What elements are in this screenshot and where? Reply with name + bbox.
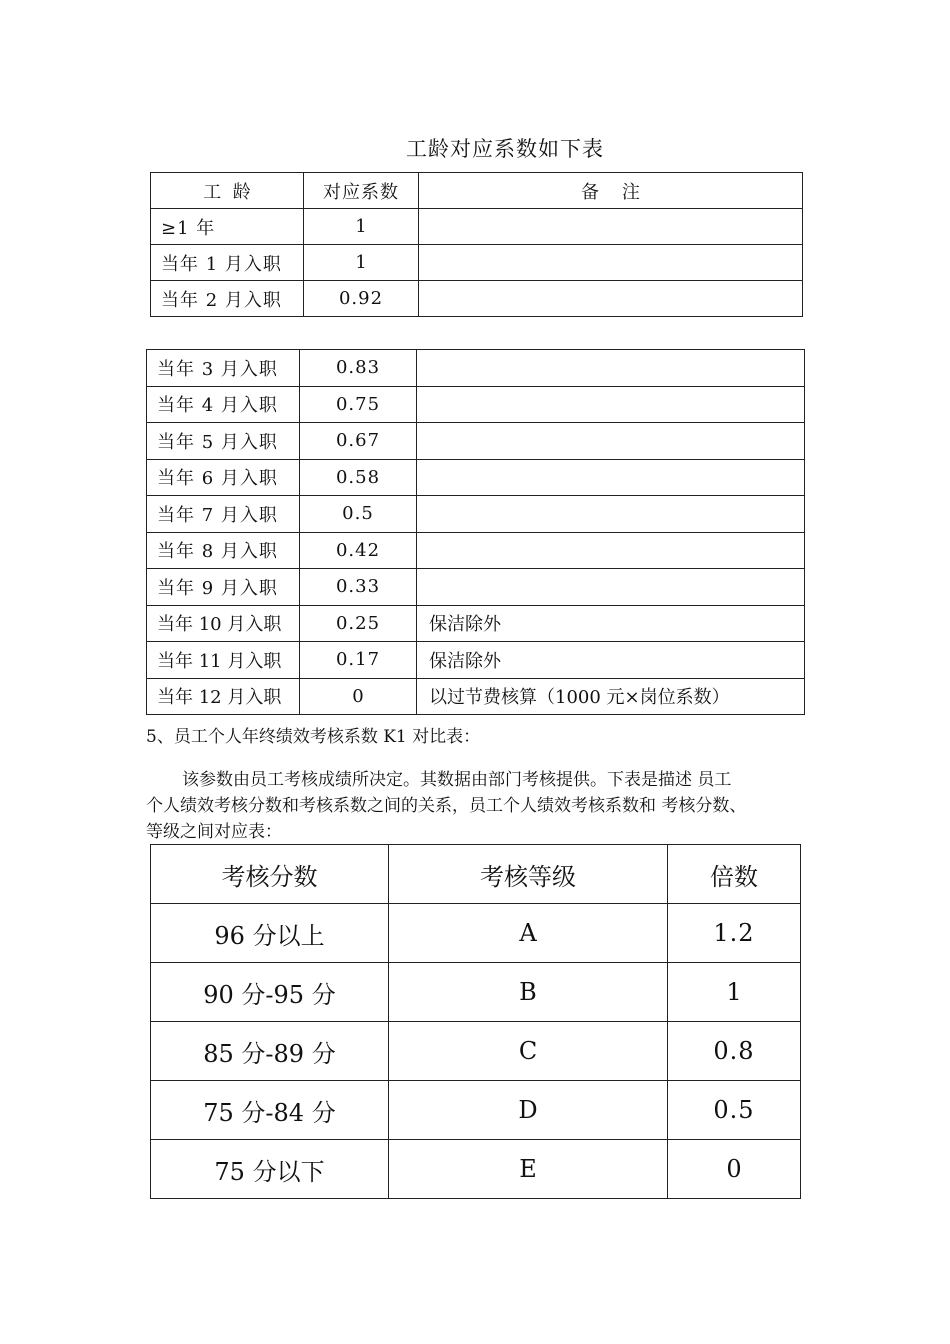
table-row xyxy=(151,904,801,963)
table-row xyxy=(151,1140,801,1199)
tenure-cell: 当年 8 月入职 xyxy=(147,532,300,569)
grade-cell: C xyxy=(389,1022,668,1081)
score-cell: 75 分以下 xyxy=(151,1140,389,1199)
table-row xyxy=(151,963,801,1022)
table-row xyxy=(147,423,805,460)
tenure-cell: 当年 5 月入职 xyxy=(147,423,300,460)
notes-cell xyxy=(419,281,803,317)
table-row xyxy=(147,569,805,606)
notes-cell xyxy=(417,423,805,460)
table-row xyxy=(151,1081,801,1140)
table-row xyxy=(151,209,803,245)
tenure-cell: 当年 11 月入职 xyxy=(147,642,300,679)
tenure-cell: 当年 2 月入职 xyxy=(151,281,304,317)
notes-cell: 以过节费核算（1000 元×岗位系数） xyxy=(417,678,805,715)
tenure-coefficient-table-continued xyxy=(146,349,805,715)
score-cell: 96 分以上 xyxy=(151,904,389,963)
section-5-paragraph xyxy=(146,767,836,845)
multiple-cell: 1.2 xyxy=(668,904,801,963)
multiple-cell: 0.8 xyxy=(668,1022,801,1081)
tenure-cell: 当年 12 月入职 xyxy=(147,678,300,715)
table-row xyxy=(147,496,805,533)
notes-cell xyxy=(417,532,805,569)
notes-cell: 保洁除外 xyxy=(417,642,805,679)
tenure-cell: 当年 1 月入职 xyxy=(151,245,304,281)
header-coefficient: 对应系数 xyxy=(304,173,419,209)
grade-cell: D xyxy=(389,1081,668,1140)
tenure-cell: 当年 9 月入职 xyxy=(147,569,300,606)
header-multiple: 倍数 xyxy=(668,845,801,904)
multiple-cell: 0 xyxy=(668,1140,801,1199)
notes-cell: 保洁除外 xyxy=(417,605,805,642)
notes-cell xyxy=(419,245,803,281)
score-cell: 85 分-89 分 xyxy=(151,1022,389,1081)
tenure-cell: 当年 6 月入职 xyxy=(147,459,300,496)
multiple-cell: 1 xyxy=(668,963,801,1022)
notes-cell xyxy=(417,350,805,387)
header-score: 考核分数 xyxy=(151,845,389,904)
coefficient-cell: 0.92 xyxy=(304,281,419,317)
table-row xyxy=(151,281,803,317)
coefficient-cell: 0.58 xyxy=(300,459,417,496)
table-row xyxy=(147,386,805,423)
section-5-heading: 5、员工个人年终绩效考核系数 K1 对比表： xyxy=(146,727,481,747)
tenure-table-title: 工龄对应系数如下表 xyxy=(406,137,604,161)
tenure-coefficient-table xyxy=(150,172,803,317)
coefficient-cell: 0.42 xyxy=(300,532,417,569)
table-row xyxy=(151,1022,801,1081)
table-row xyxy=(147,605,805,642)
coefficient-cell: 0.33 xyxy=(300,569,417,606)
table-row xyxy=(147,459,805,496)
coefficient-cell: 0.5 xyxy=(300,496,417,533)
notes-cell xyxy=(417,386,805,423)
coefficient-cell: 1 xyxy=(304,245,419,281)
paragraph-line: 个人绩效考核分数和考核系数之间的关系，员工个人绩效考核系数和 考核分数、 xyxy=(146,796,747,816)
notes-cell xyxy=(419,209,803,245)
notes-cell xyxy=(417,496,805,533)
table-row xyxy=(151,245,803,281)
coefficient-cell: 0.83 xyxy=(300,350,417,387)
coefficient-cell: 0 xyxy=(300,678,417,715)
grade-cell: B xyxy=(389,963,668,1022)
table-header-row xyxy=(151,845,801,904)
table-row xyxy=(147,532,805,569)
paragraph-line: 等级之间对应表： xyxy=(146,822,282,842)
table-row xyxy=(147,678,805,715)
score-cell: 75 分-84 分 xyxy=(151,1081,389,1140)
coefficient-cell: 0.17 xyxy=(300,642,417,679)
performance-score-table xyxy=(150,844,801,1199)
table-header-row xyxy=(151,173,803,209)
coefficient-cell: 0.67 xyxy=(300,423,417,460)
coefficient-cell: 1 xyxy=(304,209,419,245)
grade-cell: E xyxy=(389,1140,668,1199)
header-notes: 备 注 xyxy=(419,173,803,209)
table-row xyxy=(147,642,805,679)
coefficient-cell: 0.25 xyxy=(300,605,417,642)
paragraph-line: 该参数由员工考核成绩所决定。其数据由部门考核提供。下表是描述 员工 xyxy=(182,770,732,790)
grade-cell: A xyxy=(389,904,668,963)
notes-cell xyxy=(417,459,805,496)
header-grade: 考核等级 xyxy=(389,845,668,904)
notes-cell xyxy=(417,569,805,606)
table-row xyxy=(147,350,805,387)
coefficient-cell: 0.75 xyxy=(300,386,417,423)
tenure-cell: 当年 10 月入职 xyxy=(147,605,300,642)
tenure-cell: 当年 7 月入职 xyxy=(147,496,300,533)
multiple-cell: 0.5 xyxy=(668,1081,801,1140)
tenure-cell: 当年 3 月入职 xyxy=(147,350,300,387)
header-tenure: 工 龄 xyxy=(151,173,304,209)
tenure-cell: ≥1 年 xyxy=(151,209,304,245)
score-cell: 90 分-95 分 xyxy=(151,963,389,1022)
tenure-cell: 当年 4 月入职 xyxy=(147,386,300,423)
